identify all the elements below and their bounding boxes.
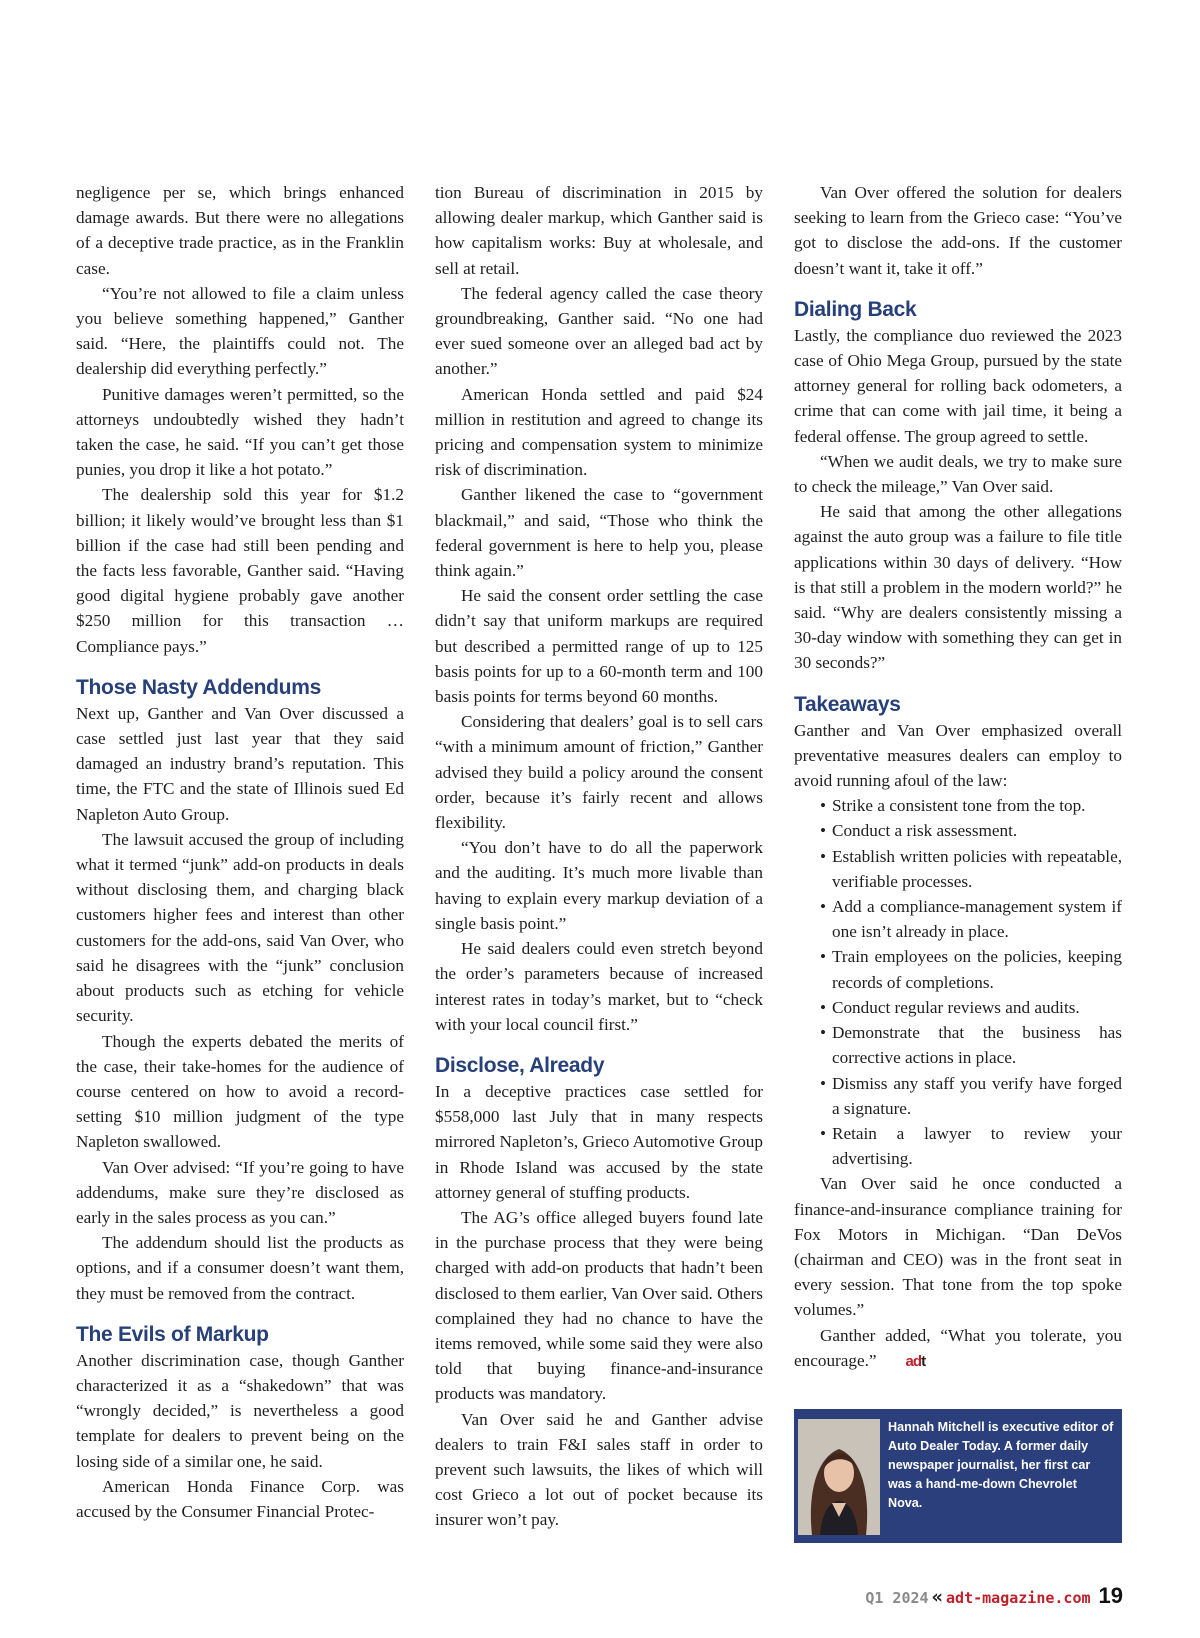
website-link[interactable]: adt-magazine.com (946, 1589, 1091, 1607)
paragraph: The AG’s office alleged buyers found late in the purchase process that they were being charged with add-on products that hadn’t been disclosed to them earlier, Van Over said. Others complained they had no chance to have the items removed, while some said they were also told that buying finance-and-insurance products was mandatory. (435, 1207, 763, 1404)
issue-label: Q1 2024 (865, 1589, 929, 1607)
paragraph: Van Over offered the solution for dealers seeking to learn from the Grieco case: “You’ve got to disclose the add-ons. If the customer doesn’t want it, take it off.” (794, 183, 1122, 278)
paragraph: The federal agency called the case theory groundbreaking, Ganther said. “No one had ever sued someone over an alleged bad act by another.” (435, 283, 763, 379)
author-bio-box (794, 1409, 1122, 1543)
paragraph: Van Over said he and Ganther advise dealers to train F&I sales staff in order to prevent such lawsuits, the likes of which will cost Grieco a lot out of pocket because its insurer won’t pay. (435, 1409, 763, 1530)
double-chevron-left-icon: « (931, 1586, 944, 1608)
paragraph: negligence per se, which brings enhanced damage awards. But there were no allegations of a deceptive trade practice, as in the Franklin case. (76, 183, 404, 278)
list-item: • Strike a consistent tone from the top. (820, 793, 1122, 818)
paragraph: He said the consent order settling the case didn’t say that uniform markups are required but described a permitted range of up to 125 basis points for up to a 60-month term and 100 basis points for terms beyond 60 months. (435, 586, 763, 707)
paragraph: Considering that dealers’ goal is to sell cars “with a minimum amount of friction,” Ganther advised they build a policy around the consent order, because it’s fairly recent and allows flexibility. (435, 712, 763, 833)
paragraph: The addendum should list the products as options, and if a consumer doesn’t want them, they must be removed from the contract. (76, 1233, 404, 1303)
paragraph: He said dealers could even stretch beyond the order’s parameters because of increased interest rates in today’s market, but to “check with your local council first.” (435, 939, 763, 1034)
section-heading-nasty-addendums: Those Nasty Addendums (76, 675, 321, 699)
article-column-1 (76, 180, 404, 1524)
page-footer (808, 1583, 1123, 1609)
paragraph: Next up, Ganther and Van Over discussed a case settled just last year that they said damaged an industry brand’s reputation. This time, the FTC and the state of Illinois sued Ed Napleton Auto Group. (76, 703, 404, 824)
paragraph: American Honda Finance Corp. was accused by the Consumer Financial Protec- (76, 1476, 404, 1521)
article-column-3 (794, 180, 1122, 1373)
section-heading-dialing-back: Dialing Back (794, 297, 917, 321)
section-heading-disclose-already: Disclose, Already (435, 1053, 605, 1077)
paragraph: The dealership sold this year for $1.2 billion; it likely would’ve brought less than $1 billion if the case had still been pending and the facts less favorable, Ganther said. “Having good digital hygiene probably gave another $250 million for this transaction … Compliance pays.” (76, 485, 404, 656)
list-item: • Conduct a risk assessment. (820, 818, 1122, 843)
list-item: • Establish written policies with repeatable, verifiable processes. (820, 844, 1122, 894)
paragraph: He said that among the other allegations against the auto group was a failure to file title applications within 30 days of delivery. “How is that still a problem in the modern world?” he said. “Why are dealers consistently missing a 30-day window with something they can get in 30 seconds?” (794, 502, 1122, 673)
author-photo (798, 1419, 880, 1535)
adt-end-mark-icon: adt (905, 1352, 926, 1370)
list-item: • Train employees on the policies, keeping records of completions. (820, 944, 1122, 994)
paragraph: tion Bureau of discrimination in 2015 by allowing dealer markup, which Ganther said is how capitalism works: Buy at wholesale, and sell at retail. (435, 183, 763, 278)
closing-paragraph (794, 1323, 1122, 1373)
closing-quote: Ganther added, “What you tolerate, you encourage.” (794, 1325, 1122, 1370)
paragraph: Another discrimination case, though Ganther characterized it as a “shakedown” that was “wrongly decided,” is nevertheless a good template for dealers to prevent being on the losing side of a similar one, he said. (76, 1350, 404, 1471)
list-item: • Conduct regular reviews and audits. (820, 995, 1122, 1020)
paragraph: Punitive damages weren’t permitted, so the attorneys undoubtedly wished they hadn’t taken the case, he said. “If you can’t get those punies, you drop it like a hot potato.” (76, 384, 404, 480)
list-item: • Retain a lawyer to review your advertising. (820, 1121, 1122, 1171)
paragraph: In a deceptive practices case settled for $558,000 last July that in many respects mirrored Napleton’s, Grieco Automotive Group in Rhode Island was accused by the state attorney general of stuffing products. (435, 1081, 763, 1202)
paragraph: “You don’t have to do all the paperwork and the auditing. It’s much more livable than having to explain every markup deviation of a single basis point.” (435, 838, 763, 933)
paragraph: “When we audit deals, we try to make sure to check the mileage,” Van Over said. (794, 451, 1122, 497)
paragraph: Lastly, the compliance duo reviewed the 2023 case of Ohio Mega Group, pursued by the state attorney general for rolling back odometers, a crime that can come with jail time, it being a federal offense. The group agreed to settle. (794, 325, 1122, 446)
list-item: • Dismiss any staff you verify have forged a signature. (820, 1071, 1122, 1121)
author-bio-text: Hannah Mitchell is executive editor of Auto Dealer Today. A former daily newspaper journalist, her first car was a hand-me-down Chevrolet Nova. (888, 1420, 1114, 1510)
paragraph: Ganther and Van Over emphasized overall preventative measures dealers can employ to avoid running afoul of the law: (794, 720, 1122, 791)
author-portrait-icon (798, 1419, 880, 1535)
list-item: • Demonstrate that the business has corrective actions in place. (820, 1020, 1122, 1070)
takeaways-list (794, 793, 1122, 1171)
paragraph: American Honda settled and paid $24 million in restitution and agreed to change its pricing and compensation system to minimize risk of discrimination. (435, 384, 763, 480)
section-heading-evils-of-markup: The Evils of Markup (76, 1322, 269, 1346)
paragraph: Van Over advised: “If you’re going to have addendums, make sure they’re disclosed as early in the sales process as you can.” (76, 1157, 404, 1227)
paragraph: Ganther likened the case to “government blackmail,” and said, “Those who think the federal government is here to help you, please think again.” (435, 485, 763, 581)
paragraph: “You’re not allowed to file a claim unless you believe something happened,” Ganther said. “Here, the plaintiffs could not. The dealership did everything perfectly.” (76, 283, 404, 379)
list-item: • Add a compliance-management system if one isn’t already in place. (820, 894, 1122, 944)
paragraph: The lawsuit accused the group of including what it termed “junk” add-on products in deals without disclosing them, and charging black customers higher fees and interest than other customers for the add-ons, said Van Over, who said he disagrees with the “junk” conclusion about products such as etching for vehicle security. (76, 829, 404, 1026)
paragraph: Van Over said he once conducted a finance-and-insurance compliance training for Fox Motors in Michigan. “Dan DeVos (chairman and CEO) was in the front seat in every session. That tone from the top spoke volumes.” (794, 1174, 1122, 1320)
page-number: 19 (1098, 1583, 1123, 1608)
section-heading-takeaways: Takeaways (794, 692, 901, 716)
paragraph: Though the experts debated the merits of the case, their take-homes for the audience of course centered on how to avoid a record-setting $10 million judgment of the type Napleton swallowed. (76, 1031, 404, 1152)
article-column-2 (435, 180, 763, 1533)
